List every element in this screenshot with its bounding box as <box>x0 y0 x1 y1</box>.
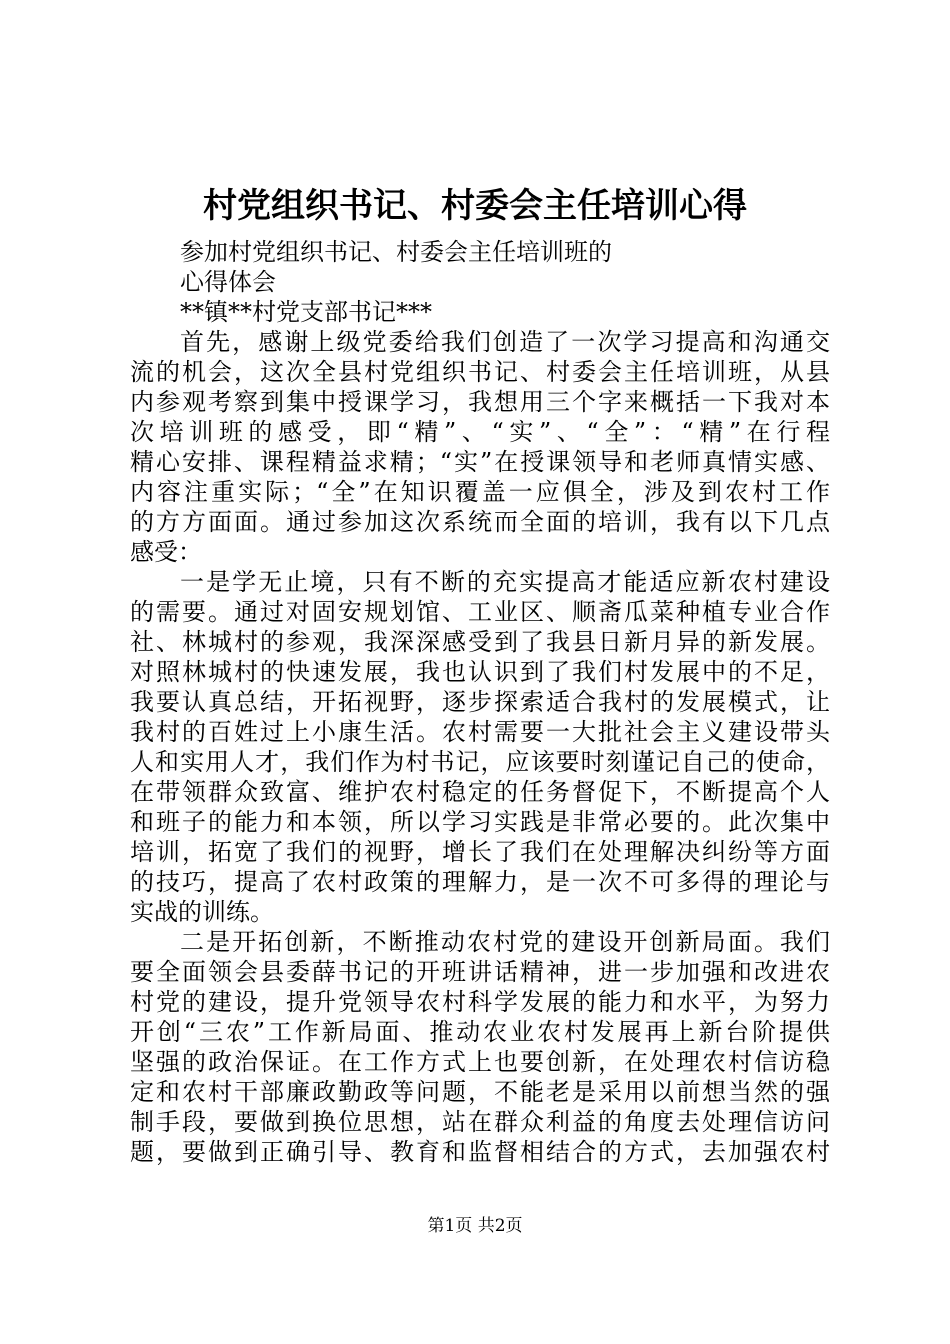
body-line: 我要认真总结，开拓视野，逐步探索适合我村的发展模式，让 <box>130 688 830 716</box>
body-line: 在带领群众致富、维护农村稳定的任务督促下，不断提高个人 <box>130 778 830 806</box>
body-line: 流的机会，这次全县村党组织书记、村委会主任培训班，从县 <box>130 358 830 386</box>
body-line: 和班子的能力和本领，所以学习实践是非常必要的。此次集中 <box>130 808 830 836</box>
body-line: 内容注重实际；“全”在知识覆盖一应俱全，涉及到农村工作 <box>130 478 830 506</box>
page-footer: 第1页 共2页 <box>427 1216 523 1236</box>
body-line: 一是学无止境，只有不断的充实提高才能适应新农村建设 <box>180 568 830 596</box>
body-line: 社、林城村的参观，我深深感受到了我县日新月异的新发展。 <box>130 628 830 656</box>
body-line: 的技巧，提高了农村政策的理解力，是一次不可多得的理论与 <box>130 868 830 896</box>
body-line: 精心安排、课程精益求精；“实”在授课领导和老师真情实感、 <box>130 448 830 476</box>
body-line: 我村的百姓过上小康生活。农村需要一大批社会主义建设带头 <box>130 718 830 746</box>
body-line: 村党的建设，提升党领导农村科学发展的能力和水平，为努力 <box>130 988 830 1016</box>
body-line: 坚强的政治保证。在工作方式上也要创新，在处理农村信访稳 <box>130 1048 830 1076</box>
body-line: 培训，拓宽了我们的视野，增长了我们在处理解决纠纷等方面 <box>130 838 830 866</box>
body-line: 感受： <box>130 538 202 566</box>
body-line: 要全面领会县委薛书记的开班讲话精神，进一步加强和改进农 <box>130 958 830 986</box>
body-line: 的方方面面。通过参加这次系统而全面的培训，我有以下几点 <box>130 508 830 536</box>
body-line: 人和实用人才，我们作为村书记，应该要时刻谨记自己的使命， <box>130 748 830 776</box>
body-line: 二是开拓创新，不断推动农村党的建设开创新局面。我们 <box>180 928 830 956</box>
body-line: 对照林城村的快速发展，我也认识到了我们村发展中的不足， <box>130 658 830 686</box>
author-line: **镇**村党支部书记*** <box>180 298 432 326</box>
body-line: 题，要做到正确引导、教育和监督相结合的方式，去加强农村 <box>130 1138 830 1166</box>
document-title: 村党组织书记、村委会主任培训心得 <box>203 186 747 226</box>
subtitle-line-2: 心得体会 <box>180 268 276 296</box>
body-line: 定和农村干部廉政勤政等问题，不能老是采用以前想当然的强 <box>130 1078 830 1106</box>
body-line: 次培训班的感受，即“精”、“实”、“全”：“精”在行程 <box>130 418 830 446</box>
body-line: 的需要。通过对固安规划馆、工业区、顺斋瓜菜种植专业合作 <box>130 598 830 626</box>
subtitle-line-1: 参加村党组织书记、村委会主任培训班的 <box>180 238 612 266</box>
body-line: 内参观考察到集中授课学习，我想用三个字来概括一下我对本 <box>130 388 830 416</box>
body-line: 首先，感谢上级党委给我们创造了一次学习提高和沟通交 <box>180 328 830 356</box>
body-line: 实战的训练。 <box>130 898 274 926</box>
body-line: 开创“三农”工作新局面、推动农业农村发展再上新台阶提供 <box>130 1018 830 1046</box>
body-line: 制手段，要做到换位思想，站在群众利益的角度去处理信访问 <box>130 1108 830 1136</box>
